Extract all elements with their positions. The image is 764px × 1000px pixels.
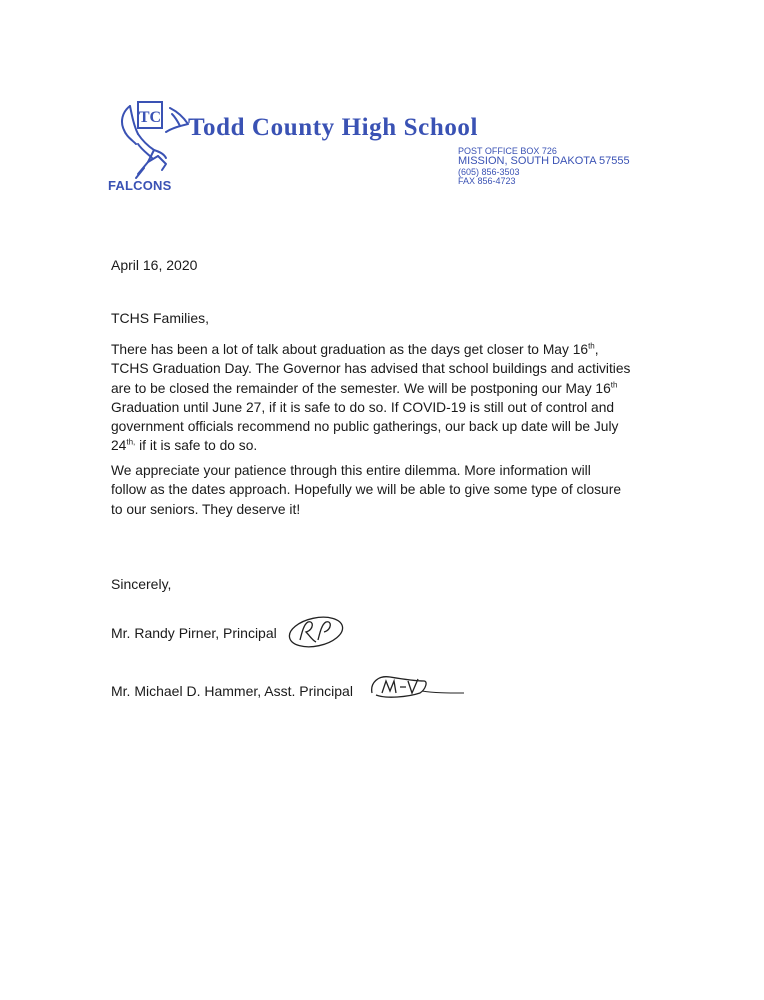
paragraph-2-line-3: to our seniors. They deserve it! bbox=[111, 501, 301, 517]
paragraph-1-line-5: government officials recommend no public gatherings, our back up date will be July bbox=[111, 419, 619, 435]
letter-date: April 16, 2020 bbox=[111, 257, 198, 273]
principal-signature-mark bbox=[286, 612, 346, 652]
logo-monogram: TC bbox=[138, 109, 162, 126]
signatory-assistant-principal: Mr. Michael D. Hammer, Asst. Principal bbox=[111, 683, 353, 699]
paragraph-1-line-3 bbox=[111, 379, 630, 398]
paragraph-1-line-2: TCHS Graduation Day. The Governor has advised that school buildings and activities bbox=[111, 361, 631, 377]
paragraph-1-line-1-text: There has been a lot of talk about graduation as the days get closer to May 16 bbox=[111, 342, 589, 357]
paragraph-1-line-6-text: 24 bbox=[111, 438, 127, 454]
paragraph-1-line-6-tail: if it is safe to do so. bbox=[135, 438, 258, 454]
superscript-th: th bbox=[610, 380, 618, 389]
paragraph-1-line-1-tail: , bbox=[594, 342, 599, 357]
superscript-th: th bbox=[588, 341, 595, 351]
school-name: Todd County High School bbox=[188, 114, 479, 141]
address-fax: FAX 856-4723 bbox=[458, 176, 516, 187]
assistant-principal-signature-mark bbox=[368, 667, 468, 707]
paragraph-2-line-1: We appreciate your patience through this entire dilemma. More information will bbox=[111, 463, 591, 478]
address-phone: (605) 856-3503 bbox=[458, 166, 520, 177]
paragraph-2-line-2: follow as the dates approach. Hopefully we will be able to give some type of closure bbox=[111, 482, 621, 498]
mascot-label: FALCONS bbox=[108, 178, 172, 193]
address-po-box: POST OFFICE BOX 726 bbox=[458, 146, 557, 156]
address-city: MISSION, SOUTH DAKOTA 57555 bbox=[458, 155, 630, 168]
paragraph-1-line-6 bbox=[111, 436, 630, 455]
paragraph-1-line-1 bbox=[111, 340, 630, 359]
letter-salutation: TCHS Families, bbox=[111, 310, 210, 326]
school-address bbox=[458, 147, 630, 187]
letter-closing: Sincerely, bbox=[111, 576, 172, 592]
paragraph-1 bbox=[111, 340, 630, 456]
signatory-principal: Mr. Randy Pirner, Principal bbox=[111, 625, 277, 641]
paragraph-1-line-3-text: are to be closed the remainder of the semester. We will be postponing our May 16 bbox=[111, 380, 611, 396]
falcon-logo-icon bbox=[108, 98, 192, 180]
paragraph-1-line-4: Graduation until June 27, if it is safe to do so. If COVID-19 is still out of control and bbox=[111, 399, 615, 415]
paragraph-2 bbox=[111, 461, 621, 519]
superscript-th: th, bbox=[126, 437, 136, 447]
